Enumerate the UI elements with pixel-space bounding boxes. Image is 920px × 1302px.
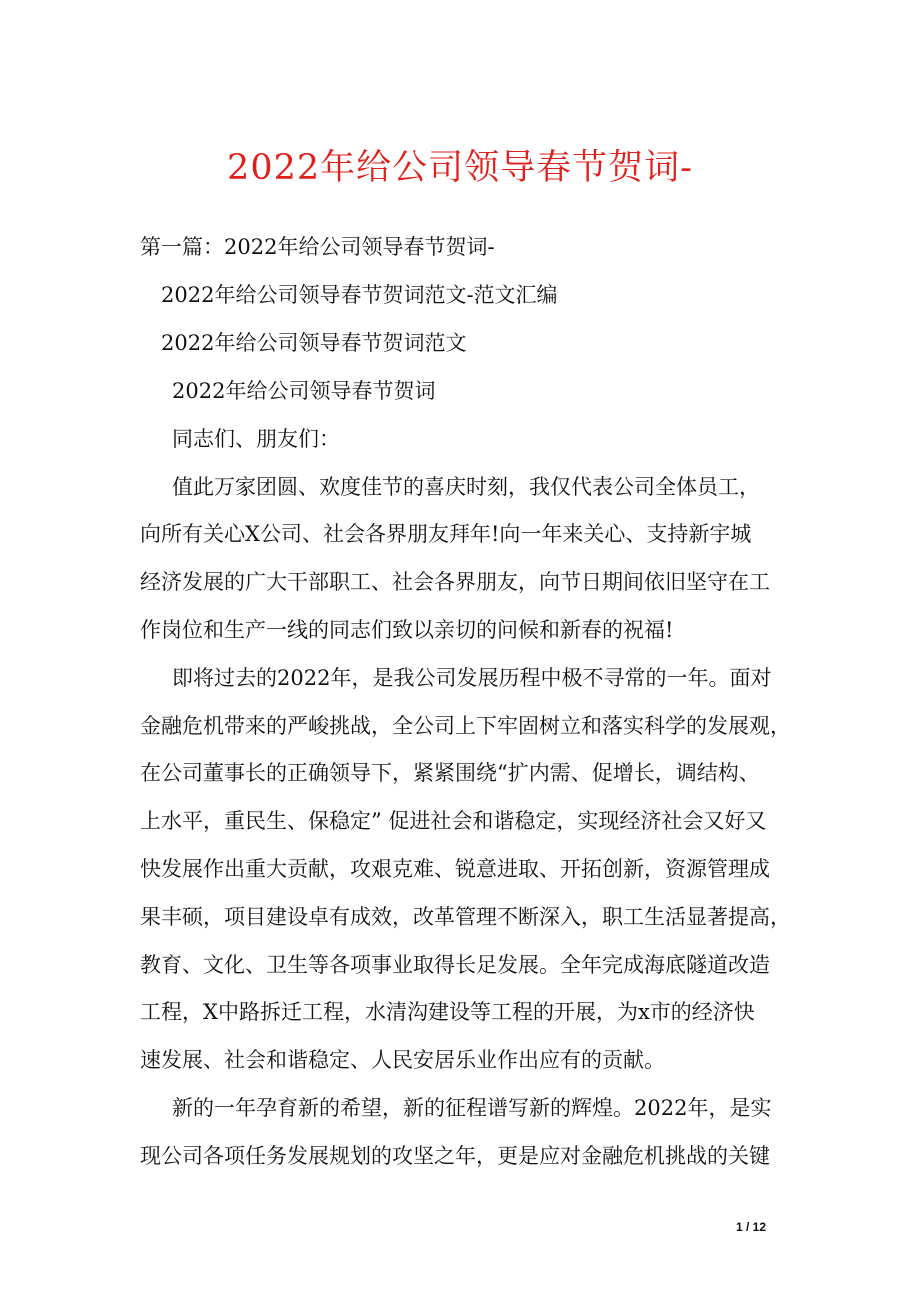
subtitle-line: 2022年给公司领导春节贺词范文-范文汇编 <box>161 283 558 307</box>
paragraph-line: 在公司董事长的正确领导下，紧紧围绕“扩内需、促增长，调结构、 <box>140 761 760 785</box>
paragraph-line: 速发展、社会和谐稳定、人民安居乐业作出应有的贡献。 <box>140 1048 665 1072</box>
paragraph-line: 经济发展的广大干部职工、社会各界朋友，向节日期间依旧坚守在工 <box>140 570 770 594</box>
paragraph-line: 新的一年孕育新的希望，新的征程谱写新的辉煌。2022年，是实 <box>172 1096 772 1120</box>
paragraph-line: 上水平，重民生、保稳定” 促进社会和谐稳定，实现经济社会又好又 <box>140 809 767 833</box>
paragraph-line: 快发展作出重大贡献，攻艰克难、锐意进取、开拓创新，资源管理成 <box>140 857 770 881</box>
document-title: 2022年给公司领导春节贺词- <box>227 148 693 188</box>
paragraph-line: 现公司各项任务发展规划的攻坚之年，更是应对金融危机挑战的关键 <box>140 1144 770 1168</box>
paragraph-line: 工程，X中路拆迁工程，水清沟建设等工程的开展，为x市的经济快 <box>140 1000 755 1024</box>
section-heading: 第一篇：2022年给公司领导春节贺词- <box>140 235 495 259</box>
subtitle-line: 2022年给公司领导春节贺词范文 <box>161 331 467 355</box>
paragraph-line: 值此万家团圆、欢度佳节的喜庆时刻，我仅代表公司全体员工， <box>172 475 760 499</box>
paragraph-line: 向所有关心X公司、社会各界朋友拜年!向一年来关心、支持新宇城 <box>140 522 752 546</box>
paragraph-line: 教育、文化、卫生等各项事业取得长足发展。全年完成海底隧道改造 <box>140 953 770 977</box>
salutation: 同志们、朋友们： <box>172 427 340 451</box>
paragraph-line: 果丰硕，项目建设卓有成效，改革管理不断深入，职工生活显著提高， <box>140 905 791 929</box>
page-number: 1 / 12 <box>736 1220 767 1234</box>
paragraph-line: 作岗位和生产一线的同志们致以亲切的问候和新春的祝福! <box>140 618 674 642</box>
paragraph-line: 金融危机带来的严峻挑战，全公司上下牢固树立和落实科学的发展观， <box>140 714 791 738</box>
paragraph-line: 即将过去的2022年，是我公司发展历程中极不寻常的一年。面对 <box>172 666 772 690</box>
subtitle-line: 2022年给公司领导春节贺词 <box>172 379 436 403</box>
